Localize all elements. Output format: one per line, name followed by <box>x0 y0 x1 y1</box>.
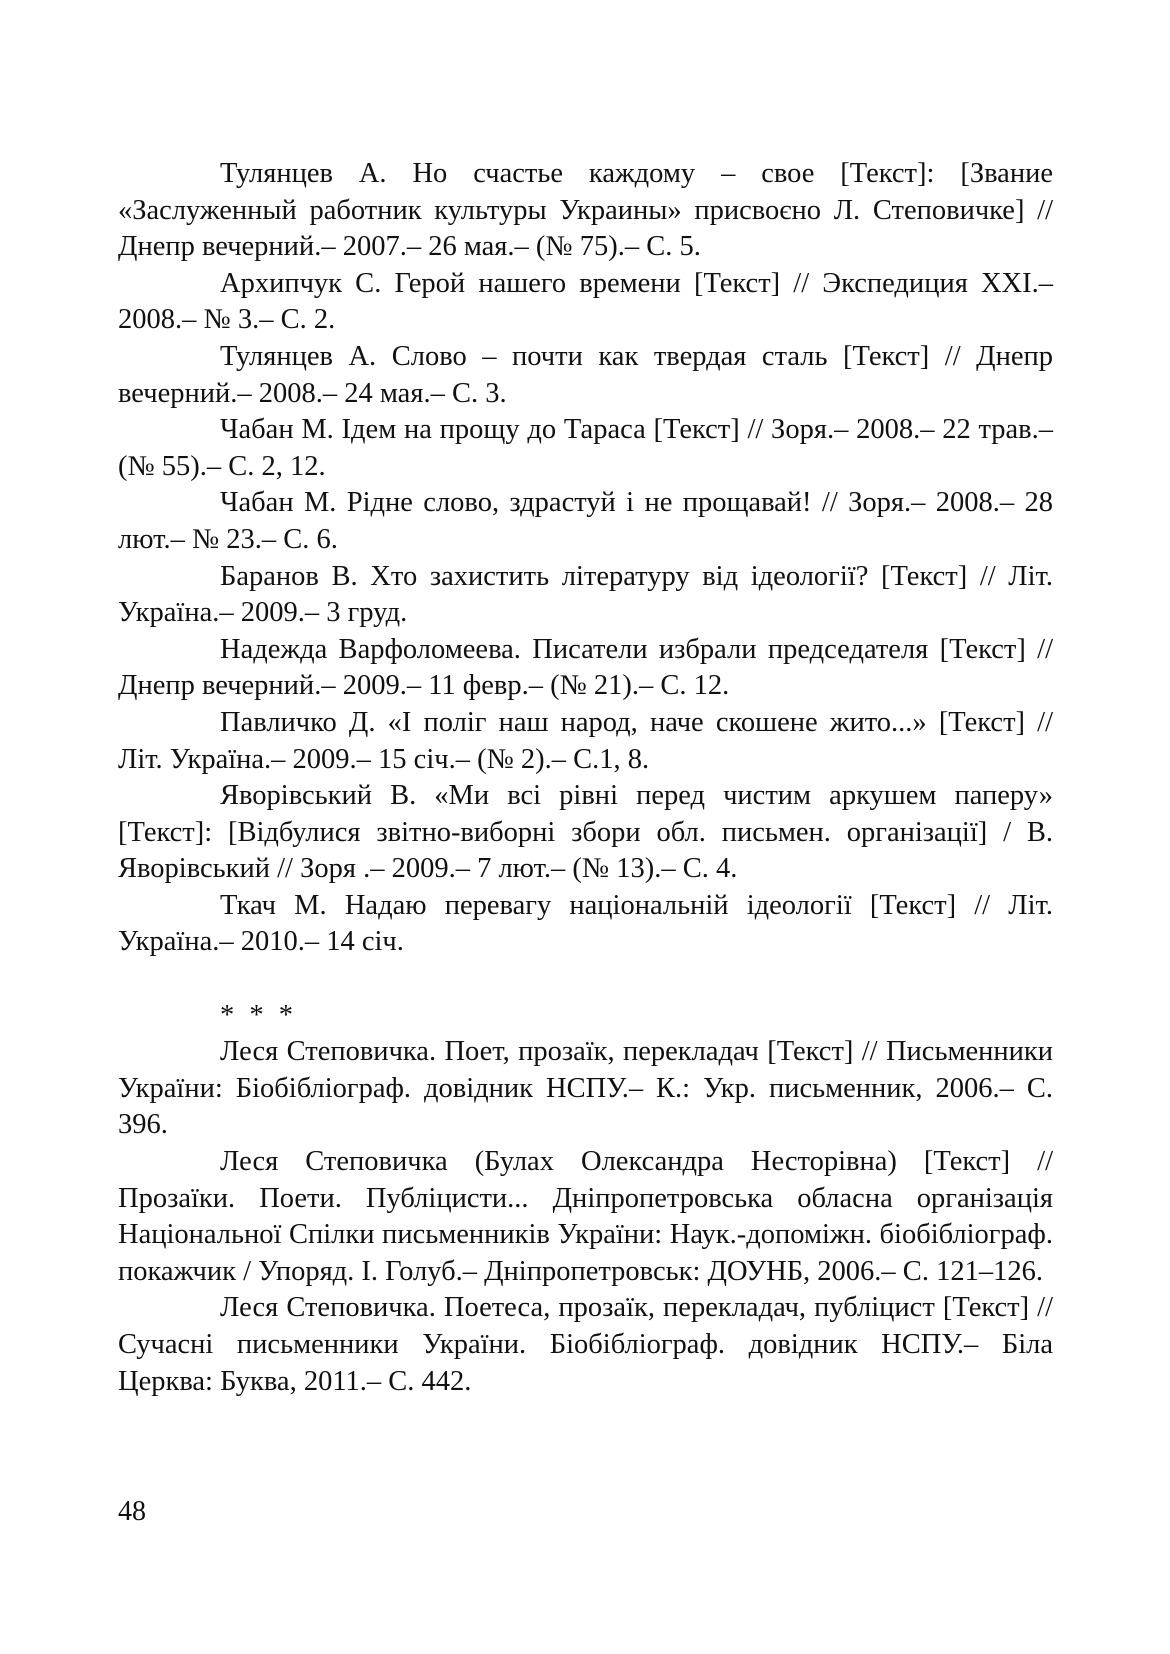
bibliography-entry: Тулянцев А. Слово – почти как твердая сталь [Текст] // Днепр вечерний.– 2008.– 24 мая.– С. 3. <box>118 340 1053 409</box>
bibliography-content <box>118 156 1053 1400</box>
bibliography-entry: Чабан М. Ідем на прощу до Тараса [Текст] // Зоря.– 2008.– 22 трав.– (№ 55).– С. 2, 12. <box>118 414 1053 482</box>
bibliography-section-1 <box>118 156 1053 961</box>
bibliography-entry: Леся Степовичка. Поет, прозаїк, перекладач [Текст] // Письменники України: Біобібліограф. довідник НСПУ.– К.: Укр. письменник, 2006.– С. 396. <box>118 1036 1053 1141</box>
bibliography-entry: Ткач М. Надаю перевагу національній ідеології [Текст] // Літ. Україна.– 2010.– 14 січ. <box>118 889 1053 958</box>
section-separator: * * * <box>220 999 297 1031</box>
bibliography-entry: Леся Степовичка (Булах Олександра Несторівна) [Текст] // Прозаїки. Поети. Публіцисти... Дніпропетровська обласна організація Національної Спілки письменників України: Наук.-допоміжн. біобібліограф. покажчик / Упоряд. І. Голуб.– Дніпропетровськ: ДОУНБ, 2006.– С. 121–126. <box>118 1146 1053 1287</box>
bibliography-entry: Тулянцев А. Но счастье каждому – свое [Текст]: [Звание «Заслуженный работник культуры Украины» присвоєно Л. Степовичке] // Днепр вечерний.– 2007.– 26 мая.– (№ 75).– С. 5. <box>118 158 1053 263</box>
page-number: 48 <box>118 1496 146 1527</box>
bibliography-entry: Леся Степовичка. Поетеса, прозаїк, перекладач, публіцист [Текст] // Сучасні письменники України. Біобібліограф. довідник НСПУ.– Біла Церква: Буква, 2011.– С. 442. <box>118 1292 1053 1397</box>
bibliography-entry: Архипчук С. Герой нашего времени [Текст] // Экспедиция XXI.– 2008.– № 3.– С. 2. <box>118 267 1053 336</box>
bibliography-entry: Чабан М. Рідне слово, здрастуй і не прощавай! // Зоря.– 2008.– 28 лют.– № 23.– С. 6. <box>118 487 1053 555</box>
bibliography-entry: Павличко Д. «І поліг наш народ, наче скошене жито...» [Текст] // Літ. Україна.– 2009.– 15 січ.– (№ 2).– С.1, 8. <box>118 706 1053 775</box>
bibliography-section-2 <box>118 1034 1053 1400</box>
bibliography-entry: Яворівський В. «Ми всі рівні перед чистим аркушем паперу» [Текст]: [Відбулися звітно-виборні збори обл. письмен. організації] / В. Яворівський // Зоря .– 2009.– 7 лют.– (№ 13).– С. 4. <box>118 780 1053 885</box>
bibliography-entry: Надежда Варфоломеева. Писатели избрали председателя [Текст] // Днепр вечерний.– 2009.– 11 февр.– (№ 21).– С. 12. <box>118 633 1053 702</box>
bibliography-entry: Баранов В. Хто захистить літературу від ідеології? [Текст] // Літ. Україна.– 2009.– 3 груд. <box>118 560 1053 629</box>
